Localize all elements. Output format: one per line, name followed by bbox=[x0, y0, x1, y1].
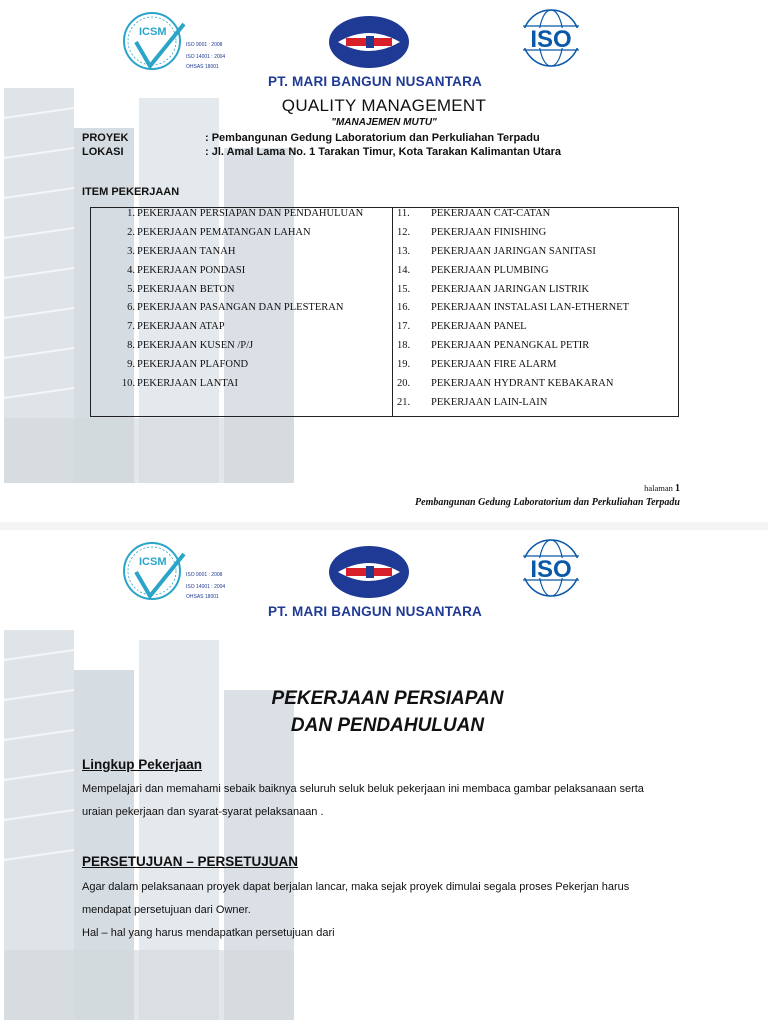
item-number: 18. bbox=[397, 340, 411, 352]
item-number: 6. bbox=[127, 302, 135, 314]
list-item bbox=[397, 397, 677, 416]
item-label: PEKERJAAN PLUMBING bbox=[431, 264, 549, 276]
icsm-logo-text: ICSM bbox=[139, 26, 167, 38]
company-name: PT. MARI BANGUN NUSANTARA bbox=[268, 74, 482, 89]
item-number: 12. bbox=[397, 226, 411, 238]
item-number: 14. bbox=[397, 264, 411, 276]
list-item bbox=[91, 321, 391, 340]
item-label: PEKERJAAN PANEL bbox=[431, 321, 527, 333]
iso-cert-2: ISO 14001 : 2004 bbox=[186, 584, 226, 590]
section-title-line-1: PEKERJAAN PERSIAPAN bbox=[271, 688, 504, 709]
section-title bbox=[0, 685, 768, 739]
list-item bbox=[397, 265, 677, 284]
company-emblem bbox=[328, 544, 410, 600]
iso-logo-text: ISO bbox=[530, 26, 572, 53]
item-number: 4. bbox=[127, 264, 135, 276]
list-item bbox=[397, 321, 677, 340]
paragraph-line: uraian pekerjaan dan syarat-syarat pelaksanaan . bbox=[82, 806, 324, 818]
paragraph-line: Agar dalam pelaksanaan proyek dapat berjalan lancar, maka sejak proyek dimulai segala proses Pekerjan harus bbox=[82, 881, 630, 893]
item-number: 21. bbox=[397, 396, 411, 408]
item-pekerjaan-table bbox=[90, 207, 679, 417]
item-label: PEKERJAAN TANAH bbox=[137, 245, 236, 257]
item-label: PEKERJAAN PLAFOND bbox=[137, 359, 249, 371]
icsm-logo-text: ICSM bbox=[139, 556, 167, 568]
icsm-logo bbox=[122, 538, 232, 604]
page-subtitle: "MANAJEMEN MUTU" bbox=[331, 117, 437, 128]
item-number: 13. bbox=[397, 245, 411, 257]
item-label: PEKERJAAN PERSIAPAN DAN PENDAHULUAN bbox=[137, 208, 364, 219]
list-item bbox=[397, 208, 677, 227]
list-item bbox=[91, 265, 391, 284]
item-number: 10. bbox=[121, 378, 135, 390]
list-item bbox=[397, 302, 677, 321]
table-divider bbox=[392, 208, 393, 416]
item-label: PEKERJAAN BETON bbox=[137, 283, 235, 295]
item-number: 9. bbox=[127, 359, 135, 371]
page-title: QUALITY MANAGEMENT bbox=[281, 96, 487, 115]
iso-cert-3: OHSAS 18001 bbox=[186, 594, 219, 600]
list-item bbox=[91, 378, 391, 397]
item-number: 15. bbox=[397, 283, 411, 295]
item-number: 7. bbox=[127, 321, 135, 333]
proyek-label: PROYEK bbox=[82, 132, 129, 144]
document-page-2 bbox=[0, 530, 768, 1024]
lingkup-pekerjaan-paragraph bbox=[82, 778, 682, 824]
list-item bbox=[91, 340, 391, 359]
list-item bbox=[91, 284, 391, 303]
list-item bbox=[397, 340, 677, 359]
company-name: PT. MARI BANGUN NUSANTARA bbox=[268, 604, 482, 619]
item-number: 5. bbox=[127, 283, 135, 295]
item-label: PEKERJAAN KUSEN /P/J bbox=[137, 340, 254, 352]
persetujuan-heading: PERSETUJUAN – PERSETUJUAN bbox=[82, 854, 299, 869]
item-number: 16. bbox=[397, 302, 411, 314]
item-number: 20. bbox=[397, 378, 411, 390]
list-item bbox=[397, 246, 677, 265]
item-label: PEKERJAAN INSTALASI LAN-ETHERNET bbox=[431, 302, 630, 314]
item-label: PEKERJAAN FIRE ALARM bbox=[431, 359, 557, 371]
item-number: 3. bbox=[127, 245, 135, 257]
proyek-value: : Pembangunan Gedung Laboratorium dan Perkuliahan Terpadu bbox=[205, 132, 540, 144]
item-number: 8. bbox=[127, 340, 135, 352]
item-number: 1. bbox=[127, 208, 135, 219]
iso-cert-3: OHSAS 18001 bbox=[186, 64, 219, 70]
item-label: PEKERJAAN JARINGAN LISTRIK bbox=[431, 283, 590, 295]
item-number: 2. bbox=[127, 226, 135, 238]
item-label: PEKERJAAN LANTAI bbox=[137, 378, 238, 390]
list-item bbox=[397, 227, 677, 246]
list-item bbox=[91, 302, 391, 321]
item-label: PEKERJAAN JARINGAN SANITASI bbox=[431, 245, 596, 257]
iso-cert-2: ISO 14001 : 2004 bbox=[186, 54, 226, 60]
list-item bbox=[91, 208, 391, 227]
item-pekerjaan-heading: ITEM PEKERJAAN bbox=[82, 186, 180, 198]
halaman-number: 1 bbox=[675, 483, 680, 494]
persetujuan-paragraph bbox=[82, 876, 682, 945]
item-label: PEKERJAAN PASANGAN DAN PLESTERAN bbox=[137, 302, 344, 314]
iso-cert-1: ISO 9001 : 2008 bbox=[186, 42, 223, 48]
proyek-row bbox=[82, 132, 540, 144]
item-label: PEKERJAAN FINISHING bbox=[431, 226, 547, 238]
item-label: PEKERJAAN PENANGKAL PETIR bbox=[431, 340, 590, 352]
lokasi-label: LOKASI bbox=[82, 146, 124, 158]
paragraph-line: Hal – hal yang harus mendapatkan persetujuan dari bbox=[82, 927, 335, 939]
items-left-column bbox=[91, 208, 391, 397]
list-item bbox=[91, 246, 391, 265]
icsm-logo bbox=[122, 8, 232, 74]
iso-cert-1: ISO 9001 : 2008 bbox=[186, 572, 223, 578]
list-item bbox=[397, 359, 677, 378]
iso-logo bbox=[515, 8, 587, 68]
item-number: 11. bbox=[397, 208, 410, 219]
halaman-label: halaman bbox=[644, 483, 673, 493]
section-title-line-2: DAN PENDAHULUAN bbox=[290, 715, 485, 736]
items-right-column bbox=[397, 208, 677, 416]
iso-logo bbox=[515, 538, 587, 598]
item-label: PEKERJAAN ATAP bbox=[137, 321, 225, 333]
list-item bbox=[91, 359, 391, 378]
item-label: PEKERJAAN PEMATANGAN LAHAN bbox=[137, 226, 311, 238]
item-label: PEKERJAAN HYDRANT KEBAKARAN bbox=[431, 378, 614, 390]
item-label: PEKERJAAN LAIN-LAIN bbox=[431, 396, 548, 408]
list-item bbox=[397, 284, 677, 303]
page-separator bbox=[0, 522, 768, 530]
lokasi-value: : Jl. Amal Lama No. 1 Tarakan Timur, Kota Tarakan Kalimantan Utara bbox=[205, 146, 561, 158]
page-footer: Pembangunan Gedung Laboratorium dan Perkuliahan Terpadu bbox=[415, 497, 680, 508]
item-label: PEKERJAAN PONDASI bbox=[137, 264, 246, 276]
list-item bbox=[397, 378, 677, 397]
company-emblem bbox=[328, 14, 410, 70]
lingkup-pekerjaan-heading: Lingkup Pekerjaan bbox=[82, 757, 203, 772]
lokasi-row bbox=[82, 146, 561, 158]
iso-logo-text: ISO bbox=[530, 556, 572, 583]
item-number: 19. bbox=[397, 359, 411, 371]
list-item bbox=[91, 227, 391, 246]
item-number: 17. bbox=[397, 321, 411, 333]
page-number bbox=[644, 483, 680, 494]
paragraph-line: mendapat persetujuan dari Owner. bbox=[82, 904, 251, 916]
item-label: PEKERJAAN CAT-CATAN bbox=[431, 208, 551, 219]
paragraph-line: Mempelajari dan memahami sebaik baiknya seluruh seluk beluk pekerjaan ini membaca gambar pelaksanaan serta bbox=[82, 783, 644, 795]
